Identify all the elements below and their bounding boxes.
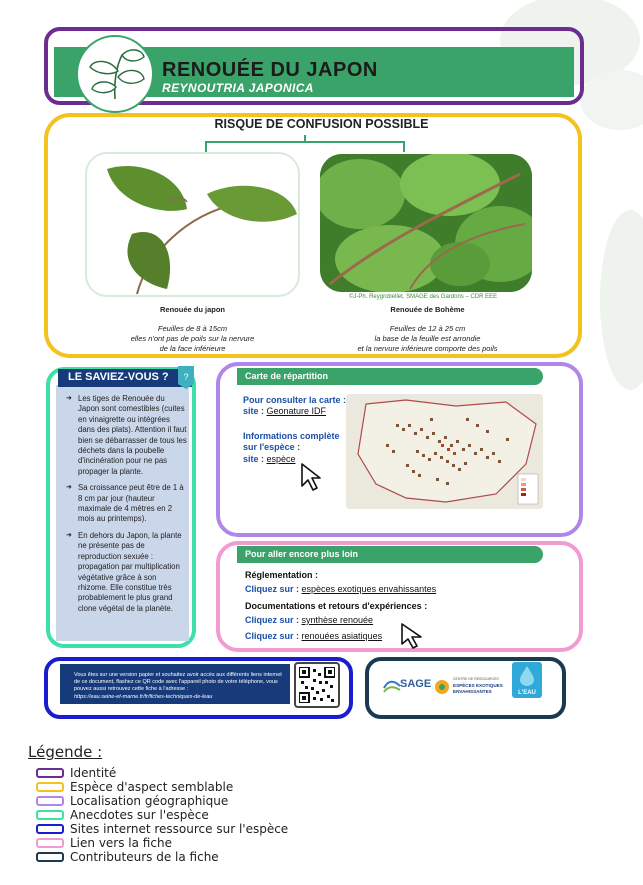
- map-site-label-2: site :: [243, 454, 267, 464]
- qr-info-text: Vous êtes sur une version papier et souhaitez avoir accès aux différents liens internet de ce document, flashez ce QR code avec l'appareil photo de votre téléphone, vous pouvez aussi retrouvez cette fiche à l'adresse :: [74, 672, 282, 692]
- documentation-label: Documentations et retours d'expériences :: [245, 601, 428, 611]
- geonature-link[interactable]: Geonature IDF: [266, 406, 327, 416]
- distribution-map[interactable]: [346, 394, 543, 509]
- map-site-line: [243, 406, 326, 417]
- japanese-knotweed-leaves-image: [87, 154, 300, 297]
- sage-wave-icon: [382, 676, 402, 696]
- qr-code-icon: [299, 667, 335, 703]
- legend-swatch: [36, 852, 64, 862]
- legend-swatch: [36, 810, 64, 820]
- background-leaf-decoration-right: [590, 180, 643, 480]
- reglementation-line: [245, 584, 436, 595]
- left-species-desc-2: elles n'ont pas de poils sur la nervure: [130, 334, 255, 343]
- list-item: ➜ En dehors du Japon, la plante ne présente pas de reproduction sexuée : propagation par multiplication végétative grâce à son rhizome. Elle constitue très probablement le plus grand clone végétal de la planète.: [64, 531, 188, 614]
- svg-text:?: ?: [183, 372, 189, 382]
- synthese-line: [245, 615, 373, 626]
- legend-label: Lien vers la fiche: [70, 836, 172, 850]
- leaf-icon: [78, 37, 152, 111]
- legend-swatch: [36, 838, 64, 848]
- renouees-link[interactable]: renouées asiatiques: [301, 631, 383, 641]
- right-species-desc-2: la base de la feuille est arrondie: [374, 334, 481, 343]
- eee-main-label: ESPÈCES EXOTIQUES ENVAHISSANTES: [453, 683, 503, 694]
- map-site-label: site :: [243, 406, 267, 416]
- further-header: Pour aller encore plus loin: [237, 546, 543, 563]
- anecdotes-header: LE SAVIEZ-VOUS ?: [58, 369, 192, 387]
- drop-icon: [512, 662, 542, 688]
- espece-link[interactable]: espèce: [266, 454, 296, 464]
- legend-swatch: [36, 782, 64, 792]
- left-species-desc-3: de la face inférieure: [159, 344, 226, 353]
- map-info-label-2: sur l'espèce :: [243, 442, 301, 452]
- confusion-bracket: [200, 134, 410, 154]
- legend-label: Sites internet ressource sur l'espèce: [70, 822, 289, 836]
- question-badge-icon: [178, 366, 196, 390]
- page-title: RENOUÉE DU JAPON: [162, 59, 378, 81]
- qr-info-url[interactable]: https://eau.seine-et-marne.fr/fr/fiches-techniques-de-leau: [74, 694, 213, 700]
- reglementation-label: Réglementation :: [245, 570, 319, 580]
- sage-logo: [382, 674, 430, 700]
- map-espece-line: [243, 454, 296, 465]
- cliquez-label: Cliquez sur :: [245, 584, 302, 594]
- legend-title: Légende :: [28, 743, 103, 761]
- list-item: ➜ Sa croissance peut être de 1 à 8 cm par jour (hauteur maximale de 4 mètres en 2 mois au printemps).: [64, 483, 188, 525]
- legend-label: Localisation géographique: [70, 794, 229, 808]
- legend-label: Espèce d'aspect semblable: [70, 780, 234, 794]
- map-info-label-1: Informations complète: [243, 431, 340, 441]
- cliquez-label-3: Cliquez sur :: [245, 631, 302, 641]
- synthese-link[interactable]: synthèse renouée: [301, 615, 374, 625]
- legend-label: Identité: [70, 766, 117, 780]
- right-species-name: Renouée de Bohème: [390, 305, 465, 314]
- cursor-pointer-icon-2: [400, 622, 426, 650]
- right-species-desc-3: et la nervure inférieure comporte des poils: [357, 344, 498, 353]
- confusion-heading: RISQUE DE CONFUSION POSSIBLE: [214, 117, 429, 131]
- scientific-name: REYNOUTRIA JAPONICA: [162, 81, 314, 95]
- qr-code[interactable]: [294, 662, 340, 708]
- eee-badge-icon: [434, 679, 450, 695]
- list-item: ➜ Les tiges de Renouée du Japon sont comestibles (cuites en vinaigrette ou intégrées dans des plats). Attention il faut bien se débarrasser de tous les déchets dans la poubelle d'incinération pour ne pas propager la plante.: [64, 394, 188, 477]
- eee-logo: [434, 675, 504, 699]
- legend-label: Contributeurs de la fiche: [70, 850, 219, 864]
- map-consult-label: Pour consulter la carte :: [243, 395, 347, 405]
- photo-renouee-japon: [85, 152, 300, 297]
- renouees-line: [245, 631, 382, 642]
- photo-credit: ©J-Ph. Reygrobellet, SMAGE des Gardons – CDR EEE: [349, 294, 498, 300]
- eau-logo: [512, 662, 542, 698]
- left-species-name: Renouée du japon: [159, 305, 225, 314]
- legend-swatch: [36, 796, 64, 806]
- qr-info-panel: [60, 664, 290, 704]
- cursor-pointer-icon: [300, 462, 324, 492]
- photo-renouee-boheme: [320, 154, 532, 292]
- legend-swatch: [36, 824, 64, 834]
- distribution-map-image: [346, 394, 543, 509]
- cliquez-label-2: Cliquez sur :: [245, 615, 302, 625]
- eee-top-label: CENTRE DE RESSOURCES: [453, 677, 499, 681]
- legend-swatch: [36, 768, 64, 778]
- bohemian-knotweed-leaves-image: [320, 154, 532, 292]
- left-species-desc-1: Feuilles de 8 à 15cm: [157, 324, 228, 333]
- map-header: Carte de répartition: [237, 368, 543, 385]
- eee-link[interactable]: espèces exotiques envahissantes: [301, 584, 437, 594]
- eau-label: L'EAU: [518, 690, 536, 696]
- leaf-logo: [76, 35, 154, 113]
- right-species-desc-1: Feuilles de 12 à 25 cm: [389, 324, 466, 333]
- legend-label: Anecdotes sur l'espèce: [70, 808, 209, 822]
- anecdotes-list: [64, 394, 188, 620]
- sage-label: SAGE: [400, 678, 432, 690]
